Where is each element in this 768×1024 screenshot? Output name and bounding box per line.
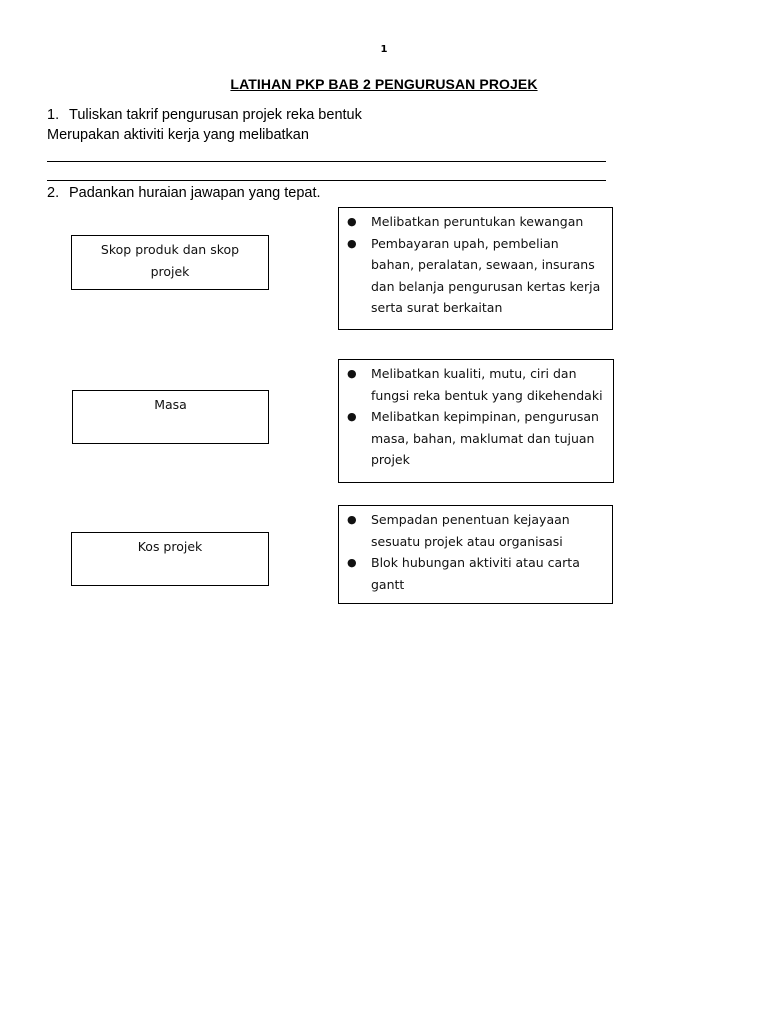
list-item-text: Melibatkan kualiti, mutu, ciri dan fungsi reka bentuk yang dikehendaki [371,366,603,403]
question-2-number: 2. [47,185,60,201]
match-left-box-1[interactable] [71,235,269,290]
bullet-icon: ● [347,236,357,250]
bullet-icon: ● [347,215,357,228]
question-2-text: Padankan huraian jawapan yang tepat. [69,185,321,201]
bullet-icon: ● [347,513,357,526]
list-item [343,406,605,471]
list-item [343,552,604,595]
bullet-icon: ● [347,556,357,569]
question-1-number: 1. [47,107,60,123]
list-item [343,363,605,406]
list-item-text: Melibatkan peruntukan kewangan [371,214,584,229]
match-left-label: Kos projek [137,539,203,554]
list-item-text: Pembayaran upah, pembelian bahan, peralatan, sewaan, insurans dan belanja pengurusan kertas kerja serta surat berkaitan [371,235,601,315]
question-1-text: Tuliskan takrif pengurusan projek reka bentuk [69,107,362,123]
list-item-text: Melibatkan kepimpinan, pengurusan masa, bahan, maklumat dan tujuan projek [371,409,599,467]
match-right-box-2[interactable] [338,359,614,483]
match-left-label: Skop produk dan skop projek [100,242,240,279]
question-2 [47,184,321,202]
bullet-list [343,509,604,595]
match-right-box-3[interactable] [338,505,613,604]
list-item [343,233,604,319]
question-1 [47,106,362,124]
bullet-list [343,363,605,471]
answer-line-2[interactable] [47,180,606,181]
list-item-text: Sempadan penentuan kejayaan sesuatu projek atau organisasi [371,512,570,549]
match-left-label: Masa [154,397,187,412]
list-item [343,509,604,552]
match-left-box-3[interactable] [71,532,269,586]
answer-line-1[interactable] [47,161,606,162]
match-left-box-2[interactable] [72,390,269,444]
bullet-icon: ● [347,367,357,380]
list-item [343,211,604,233]
bullet-icon: ● [347,410,357,423]
list-item-text: Blok hubungan aktiviti atau carta gantt [371,555,580,592]
bullet-list [343,211,604,319]
page-number: 1 [380,44,388,55]
document-title: LATIHAN PKP BAB 2 PENGURUSAN PROJEK [230,76,538,92]
match-right-box-1[interactable] [338,207,613,330]
question-1-answer-prefix: Merupakan aktiviti kerja yang melibatkan [47,127,309,143]
